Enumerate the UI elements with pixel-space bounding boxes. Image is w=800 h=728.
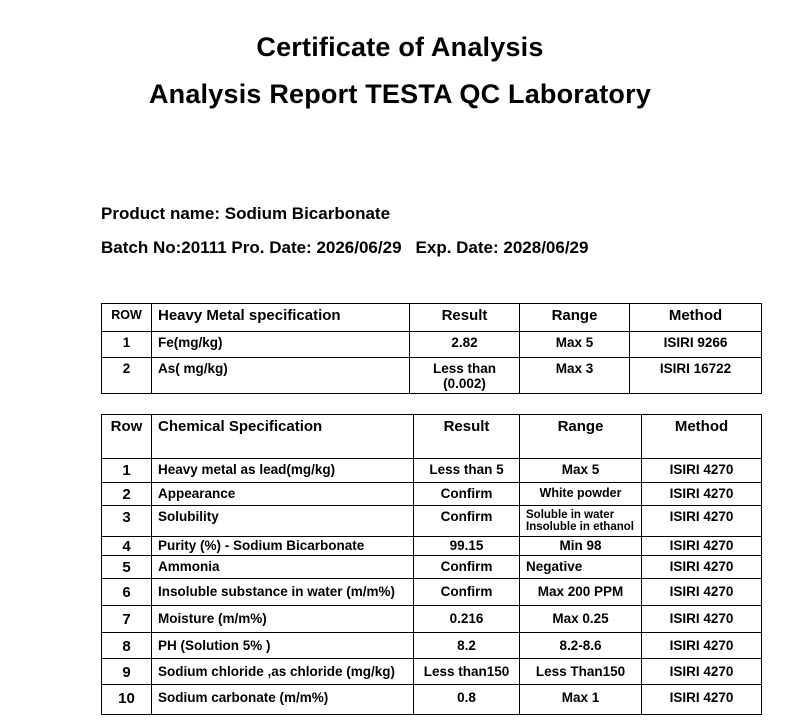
- table-cell: Insoluble substance in water (m/m%): [152, 579, 414, 606]
- table-cell: 0.216: [414, 606, 520, 633]
- table-cell: ISIRI 4270: [642, 483, 762, 506]
- table-row: [102, 685, 762, 715]
- table-row: [102, 606, 762, 633]
- table-cell: 99.15: [414, 537, 520, 556]
- header-cell: Result: [410, 304, 520, 332]
- table-cell: ISIRI 4270: [642, 633, 762, 659]
- table-cell: ISIRI 9266: [630, 332, 762, 358]
- table-row: [102, 633, 762, 659]
- chemical-specification-table: [101, 414, 762, 715]
- table-cell: 3: [102, 506, 152, 537]
- batch-line: [101, 238, 588, 258]
- table-cell: White powder: [520, 483, 642, 506]
- table-row: [102, 358, 762, 394]
- table-cell: Purity (%) - Sodium Bicarbonate: [152, 537, 414, 556]
- heavy-metal-table: [101, 303, 762, 394]
- table-cell: Less Than150: [520, 659, 642, 685]
- header-cell: ROW: [102, 304, 152, 332]
- table-cell: Max 5: [520, 332, 630, 358]
- table-cell: Confirm: [414, 506, 520, 537]
- table-cell: Sodium carbonate (m/m%): [152, 685, 414, 715]
- table-cell: Solubility: [152, 506, 414, 537]
- table-cell: Fe(mg/kg): [152, 332, 410, 358]
- table-cell: Soluble in water Insoluble in ethanol: [520, 506, 642, 537]
- table-cell: Max 5: [520, 459, 642, 483]
- table-cell: ISIRI 16722: [630, 358, 762, 394]
- table-row: [102, 537, 762, 556]
- table-cell: Min 98: [520, 537, 642, 556]
- table-cell: 8.2: [414, 633, 520, 659]
- table-cell: Moisture (m/m%): [152, 606, 414, 633]
- table-cell: 1: [102, 332, 152, 358]
- table-row: [102, 506, 762, 537]
- document-title: Certificate of Analysis: [256, 32, 544, 62]
- product-name-line: Product name: Sodium Bicarbonate: [101, 204, 391, 223]
- table-cell: 8.2-8.6: [520, 633, 642, 659]
- table-cell: ISIRI 4270: [642, 606, 762, 633]
- table-row: [102, 659, 762, 685]
- table-cell: 8: [102, 633, 152, 659]
- header-cell: Result: [414, 415, 520, 459]
- table-cell: 2: [102, 483, 152, 506]
- production-date: Pro. Date: 2026/06/29: [231, 238, 402, 257]
- table-cell: 5: [102, 556, 152, 579]
- table-cell: Max 1: [520, 685, 642, 715]
- table-cell: Confirm: [414, 556, 520, 579]
- table-cell: PH (Solution 5% ): [152, 633, 414, 659]
- table-cell: Appearance: [152, 483, 414, 506]
- table-header-row: [102, 415, 762, 459]
- header-cell: Chemical Specification: [152, 415, 414, 459]
- table-cell: Confirm: [414, 579, 520, 606]
- table-cell: 2: [102, 358, 152, 394]
- table-row: [102, 556, 762, 579]
- table-cell: ISIRI 4270: [642, 537, 762, 556]
- table-cell: Confirm: [414, 483, 520, 506]
- table-cell: ISIRI 4270: [642, 579, 762, 606]
- table-header-row: [102, 304, 762, 332]
- table-row: [102, 483, 762, 506]
- table-cell: 10: [102, 685, 152, 715]
- table-cell: Max 0.25: [520, 606, 642, 633]
- table-cell: Max 200 PPM: [520, 579, 642, 606]
- table-cell: 6: [102, 579, 152, 606]
- table-cell: Less than (0.002): [410, 358, 520, 394]
- table-row: [102, 579, 762, 606]
- document-subtitle: Analysis Report TESTA QC Laboratory: [148, 79, 652, 109]
- header-cell: Method: [630, 304, 762, 332]
- table-cell: 9: [102, 659, 152, 685]
- table-cell: 2.82: [410, 332, 520, 358]
- table-cell: Ammonia: [152, 556, 414, 579]
- table-row: [102, 332, 762, 358]
- table-cell: ISIRI 4270: [642, 506, 762, 537]
- table-cell: Less than 5: [414, 459, 520, 483]
- table-cell: 1: [102, 459, 152, 483]
- table-cell: ISIRI 4270: [642, 685, 762, 715]
- table-row: [102, 459, 762, 483]
- table-cell: 0.8: [414, 685, 520, 715]
- table-cell: Max 3: [520, 358, 630, 394]
- table-cell: 4: [102, 537, 152, 556]
- table-cell: ISIRI 4270: [642, 556, 762, 579]
- header-cell: Heavy Metal specification: [152, 304, 410, 332]
- table-cell: ISIRI 4270: [642, 459, 762, 483]
- table-cell: 7: [102, 606, 152, 633]
- header-cell: Range: [520, 415, 642, 459]
- table-cell: Less than150: [414, 659, 520, 685]
- header-cell: Method: [642, 415, 762, 459]
- table-cell: Sodium chloride ,as chloride (mg/kg): [152, 659, 414, 685]
- expiry-date: Exp. Date: 2028/06/29: [415, 238, 589, 257]
- table-cell: Heavy metal as lead(mg/kg): [152, 459, 414, 483]
- table-cell: ISIRI 4270: [642, 659, 762, 685]
- header-cell: Row: [102, 415, 152, 459]
- table-cell: Negative: [520, 556, 642, 579]
- batch-number: Batch No:20111: [101, 238, 227, 257]
- header-cell: Range: [520, 304, 630, 332]
- table-cell: As( mg/kg): [152, 358, 410, 394]
